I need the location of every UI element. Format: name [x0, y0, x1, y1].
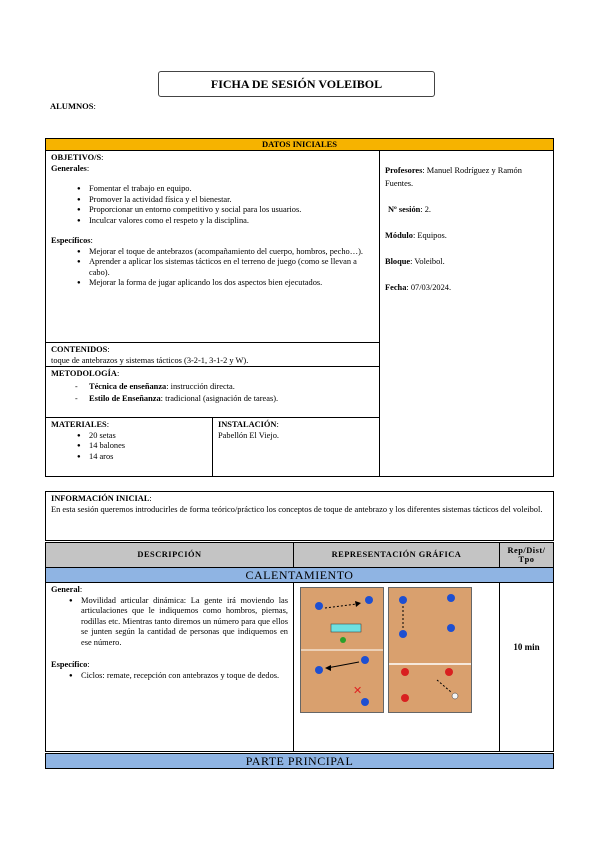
informacion-cell — [45, 491, 554, 541]
alumnos-colon: : — [93, 101, 96, 111]
generales-list — [51, 184, 374, 226]
rep-line1: Rep/Dist/ — [507, 546, 546, 555]
modulo-label: Módulo — [385, 231, 413, 240]
sesion-value: : 2. — [420, 205, 432, 214]
list-item: ● Proporcionar un entorno competitivo y social para los usuarios. — [89, 205, 374, 216]
generales-label: Generales — [51, 163, 87, 173]
sesion-label: Nº sesión — [388, 205, 421, 214]
document-title: FICHA DE SESIÓN VOLEIBOL — [158, 71, 435, 97]
contenidos-heading: CONTENIDOS — [51, 345, 108, 354]
player-icon — [315, 602, 323, 610]
materiales-list — [51, 431, 207, 463]
representacion-header: REPRESENTACIÓN GRÁFICA — [293, 542, 500, 568]
especifico-list — [51, 671, 288, 682]
court-diagram-left — [300, 587, 384, 713]
especifico-colon: : — [87, 660, 90, 669]
general-colon: : — [79, 585, 83, 594]
instalacion-colon: : — [276, 420, 279, 429]
metodologia-list — [51, 382, 374, 405]
informacion-text: En esta sesión queremos introducirles de forma teórico/práctico los conceptos de toque de antebrazo y los diferentes sistemas tácticos del voleibol. — [51, 504, 543, 514]
informacion-heading: INFORMACIÓN INICIAL — [51, 494, 150, 503]
rep-dist-tpo-header — [499, 542, 554, 568]
player-icon — [361, 656, 369, 664]
alumnos-label: ALUMNOS — [50, 101, 94, 111]
player-icon — [399, 596, 407, 604]
player-icon — [399, 630, 407, 638]
informacion-colon: : — [149, 494, 152, 503]
descripcion-header: DESCRIPCIÓN — [45, 542, 294, 568]
arrow-head-icon — [325, 665, 331, 671]
arrow-icon — [437, 680, 451, 692]
cross-mark-icon: ✕ — [353, 684, 363, 697]
list-item: ● 14 balones — [89, 441, 207, 452]
materiales-colon: : — [106, 420, 110, 429]
list-item: ● Inculcar valores como el respeto y la disciplina. — [89, 216, 374, 227]
player-icon — [401, 694, 409, 702]
bloque-label: Bloque — [385, 257, 411, 266]
parte-principal-bar: PARTE PRINCIPAL — [45, 753, 554, 769]
metodo-label: Técnica de enseñanza — [89, 381, 167, 391]
court-left-svg — [301, 588, 383, 712]
list-item: ● Movilidad articular dinámica: La gente irá moviendo las articulaciones que le indiquemos como hombros, piernas, rodillas etc. Mientras tanto diremos un número para que ellos se junten según la cantidad de personas que indiquemos en ese número. — [81, 596, 288, 649]
profesores-value: : Manuel Rodríguez y Ramón Fuentes. — [385, 166, 522, 188]
instalacion-heading: INSTALACIÓN — [218, 420, 277, 429]
generales-colon: : — [86, 163, 90, 173]
metodo-value: : instrucción directa. — [166, 381, 235, 391]
general-list — [51, 596, 288, 649]
objetivos-cell — [45, 150, 380, 343]
player-icon — [447, 624, 455, 632]
player-icon — [361, 698, 369, 706]
list-item: ● Mejorar la forma de jugar aplicando los dos aspectos bien ejecutados. — [89, 278, 374, 289]
arrow-icon — [327, 662, 359, 668]
list-item: ● Fomentar el trabajo en equipo. — [89, 184, 374, 195]
rep-line2: Tpo — [518, 555, 535, 564]
fecha-value: : 07/03/2024. — [406, 283, 452, 292]
materiales-heading: MATERIALES — [51, 420, 107, 429]
instalacion-cell — [212, 417, 380, 477]
metodologia-cell — [45, 366, 380, 418]
calentamiento-tiempo-cell — [499, 582, 554, 752]
objetivos-heading: OBJETIVO/S — [51, 153, 102, 162]
coach-panel-icon — [331, 624, 361, 632]
calentamiento-descripcion — [45, 582, 294, 752]
arrow-head-icon — [355, 601, 361, 607]
list-item — [89, 394, 374, 405]
court-diagram-right — [388, 587, 472, 713]
list-item — [89, 382, 374, 393]
especificos-colon: : — [90, 236, 93, 245]
contenidos-colon: : — [107, 345, 110, 354]
alumnos-line — [50, 101, 96, 111]
contenidos-cell — [45, 342, 380, 367]
metodo-value: : tradicional (asignación de tareas). — [160, 394, 279, 403]
player-icon — [315, 666, 323, 674]
especifico-label: Específico — [51, 660, 88, 669]
list-item: ● Promover la actividad física y el bienestar. — [89, 195, 374, 206]
player-icon — [447, 594, 455, 602]
materiales-cell — [45, 417, 213, 477]
contenidos-text: toque de antebrazos y sistemas tácticos (3-2-1, 3-1-2 y W). — [51, 355, 249, 365]
list-item: ● Mejorar el toque de antebrazos (acompañamiento del cuerpo, hombros, pecho…). — [89, 247, 374, 258]
especificos-label: Específicos — [51, 236, 91, 245]
player-icon — [445, 668, 453, 676]
player-icon — [401, 668, 409, 676]
calentamiento-bar: CALENTAMIENTO — [45, 567, 554, 583]
fecha-label: Fecha — [385, 283, 407, 292]
list-item: ● 20 setas — [89, 431, 207, 442]
instalacion-text: Pabellón El Viejo. — [218, 430, 279, 440]
list-item: ● Ciclos: remate, recepción con antebrazos y toque de dedos. — [81, 671, 288, 682]
ball-icon — [340, 637, 346, 643]
datos-iniciales-header: DATOS INICIALES — [45, 138, 554, 151]
court-right-svg — [389, 588, 471, 712]
profesores-label: Profesores — [385, 166, 423, 175]
list-item: ● 14 aros — [89, 452, 207, 463]
objetivos-colon: : — [101, 153, 104, 162]
player-icon — [365, 596, 373, 604]
metodologia-colon: : — [116, 369, 120, 378]
ball-icon — [452, 693, 458, 699]
metodo-label: Estilo de Enseñanza — [89, 394, 161, 403]
modulo-value: : Equipos. — [412, 231, 447, 240]
calentamiento-grafico-cell — [293, 582, 500, 752]
list-item: ● Aprender a aplicar los sistemas tácticos en el terreno de juego (como se llevan a cabo). — [89, 257, 374, 278]
general-label: General — [51, 585, 80, 594]
especificos-list — [51, 247, 374, 289]
tiempo-value: 10 min — [513, 641, 540, 652]
metodologia-heading: METODOLOGÍA — [51, 369, 117, 378]
bloque-value: : Voleibol. — [410, 257, 445, 266]
arrow-icon — [325, 604, 357, 608]
info-derecha-cell — [379, 150, 554, 477]
